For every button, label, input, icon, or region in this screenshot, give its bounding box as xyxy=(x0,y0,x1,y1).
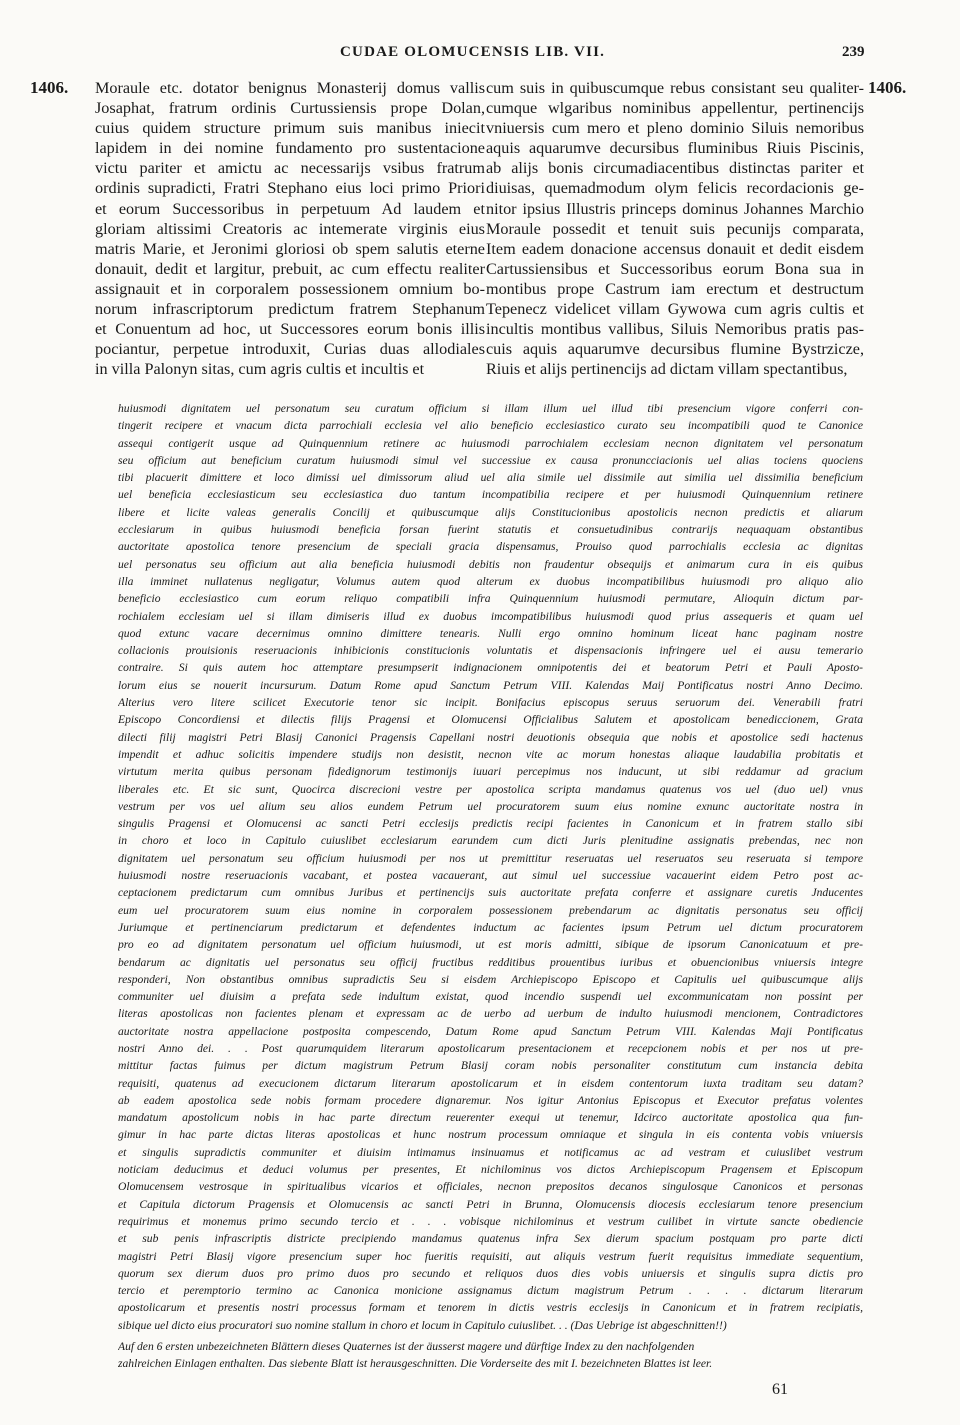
notes-line: Juriumque et pertinenciarum predictarum et defendentes inductum ac facientes ipsum Petrum uel dictum procuratorem xyxy=(118,920,863,934)
notes-line: Alterius vero litere scilicet Executorie tenor sic incipit. Bonifacius episcopus seruus seruorum dei. Venerabili fratri xyxy=(118,696,863,710)
signature-mark: 61 xyxy=(772,1381,788,1398)
right-column-line: Moraule possedit et tenuit suis pecunijs comparata, xyxy=(486,219,864,238)
notes-line: virtutum merita quibus personam fidedignorum testimonijs iuuari percepimus nos inducunt, ut sibi reddamur ad gracium xyxy=(118,765,863,779)
left-column-line: in villa Palonyn sitas, cum agris cultis et incultis et xyxy=(95,360,425,379)
footnote-line: Auf den 6 ersten unbezeichneten Blättern dieses Quaternes ist der äusserst magere und dürftige Index zu den nachfolgenden xyxy=(118,1340,695,1353)
notes-line: gimur in hac parte dictas literas apostolicas et hunc nostrum processum omniaque et singula in eis contenta vobis vniuersis xyxy=(118,1128,863,1142)
left-column-line: matris Marie, et Jeronimi gloriosi ob spem salutis eterne xyxy=(95,239,485,258)
left-column xyxy=(95,78,485,379)
left-column-line: ordinis supradicti, Fratri Stephano eius loci primo Priori xyxy=(95,179,485,198)
right-column-line: Item eadem donacione accensus donauit et dedit eisdem xyxy=(486,239,864,258)
notes-line: ab eadem apostolica sede nobis formam procedere dignaremur. Nos igitur Antonius Episcopus et Executor prefatus volentes xyxy=(118,1093,863,1107)
notes-line: Olomucensem vestrosque in spiritualibus vicarios et officiales, necnon prepositos decanos singulosque Canonicos et personas xyxy=(118,1180,863,1194)
notes-line: dignitatem uel personatum seu officium huiusmodi per nos ut premittitur reseruatas uel reseruatos seu reseruata si tempore xyxy=(118,851,863,865)
notes-line: quod extunc vacare decernimus omnino dimittere tenearis. Nulli ergo omnino hominum liceat hanc paginam nostre xyxy=(118,626,863,640)
right-column-line: cum suis in quibuscumque rebus consistant seu qualiter- xyxy=(486,79,864,97)
notes-line: noticiam deducimus et deduci volumus per presentes, Et nichilominus vos dictos Archiepiscopum Pragensem et Episcopum xyxy=(118,1163,863,1177)
notes-line: auctoritate apostolica tenore presencium de speciali gracia dispensamus, Prouiso quod parrochialis ecclesia ac dignitas xyxy=(118,540,863,554)
right-column-line: aquis aquarumve decursibus fluminibus Riuis Piscinis, xyxy=(486,139,864,158)
left-column-line: victu pariter et amictu ac necessarijs vsibus fratrum xyxy=(95,159,485,178)
left-column-line: gloriam altissimi Creatoris ac intemerate virginis eius xyxy=(95,219,485,238)
footnote-line: zahlreichen Einlagen enthalten. Das siebente Blatt ist herausgeschnitten. Die Vorderseite des mit I. bezeichneten Blattes ist leer. xyxy=(118,1357,713,1371)
notes-line: seu officium aut beneficium curatum huiusmodi simul vel successiue ex causa pronuncciacionis uel alias tociens quociens xyxy=(118,453,863,467)
notes-line: vestrum per vos uel alium seu alios eundem Petrum uel procuratorem suum eius nomine exnunc auctoritate nostra in xyxy=(118,799,863,813)
notes-line: uel personatus seu officium aut alia beneficia huiusmodi debitis non fraudentur obsequijs et animarum cura in eis quibus xyxy=(118,557,863,571)
page-header xyxy=(0,44,960,64)
notes-line: rochialem ecclesiam uel si illam dimiseris illud ex duobus imcompatibilibus huiusmodi quod prius assequeris et quam uel xyxy=(118,609,863,623)
right-column-line: cuis aquis aquarumve decursibus flumine Bystrzicze, xyxy=(486,340,864,359)
notes-line: dilecti filij magistri Petri Blasij Canonici Pragensis Capellani nostri deuotionis obsequia que nobis et apostolice sedi hactenus xyxy=(118,730,863,744)
right-column xyxy=(486,78,864,379)
right-column-line: ab alijs bonis circumadiacentibus distinctas pariter et xyxy=(486,159,864,178)
left-column-line: cuius quidem structure primum suis manibus iniecit xyxy=(95,119,485,138)
notes-line: requirimus et monemus primo secundo tercio et . . . vobisque nichilominus et vestrum cuilibet in virtute sancte obediencie xyxy=(118,1214,863,1228)
notes-line: requisiti, quatenus ad execucionem dictarum literarum apostolicarum et in eisdem contentorum iuxta traditam seu datam? xyxy=(118,1076,863,1090)
notes-line: contraire. Si quis autem hoc attemptare presumpserit indignacionem omnipotentis dei et beatorum Petri et Pauli Aposto- xyxy=(118,661,863,675)
notes-line: huiusmodi nostre reseruacionis vacabant, et postea vacauerant, aut simul uel successiue vacauerint eidem Petro post ac- xyxy=(118,869,863,883)
year-marginal-right: 1406. xyxy=(868,78,907,97)
notes-line: collacionis prouisionis reseruacionis inhibicionis constitucionis voluntatis et dispensacionis infringere uel ei ausu temerario xyxy=(118,644,863,658)
notes-line: ecclesiarum in quibus huiusmodi beneficia forsan fuerint statutis et consuetudinibus contrarijs nequaquam obstantibus xyxy=(118,523,863,537)
right-column-line: vniuersis cum mero et pleno dominio Siluis nemoribus xyxy=(486,119,864,138)
left-column-line: norum infrascriptorum predictum fratrem Stephanum xyxy=(95,300,485,319)
notes-line: magistri Petri Blasij vigore presencium super hoc fueritis requisiti, aut aliquis vestrum fuerit requisitus immediate sequentium, xyxy=(118,1249,863,1263)
left-column-line: et eorum Successoribus in perpetuum Ad laudem et xyxy=(95,199,485,218)
notes-line: Episcopo Concordiensi et dilectis filijs Pragensi et Olomucensi Officialibus Salutem et apostolicam benediccionem, Grata xyxy=(118,713,863,727)
notes-line: auctoritate nostra appellacione postposita compescendo, Datum Rome apud Sanctum Petrum VIII. Kalendas Maji Pontificatus xyxy=(118,1024,863,1038)
right-column-line: cumque wlgaribus nominibus appellentur, pertinencijs xyxy=(486,99,864,118)
notes-line: liberales etc. Et sic sunt, Quocirca discrecioni vestre per apostolica scripta mandamus quatenus vos uel (duo uel) vnus xyxy=(118,782,863,796)
notes-block xyxy=(118,400,863,1334)
notes-line: bendarum ac dignitatis uel personatus seu officij fructibus redditibus prouentibus iuribus et obuencionibus vniuersis integre xyxy=(118,955,863,969)
notes-line: mandatum apostolicum nobis in hac parte directum reuerenter exequi ut tenemur, Idcirco auctoritate apostolica qua fun- xyxy=(118,1111,863,1125)
left-column-line: lapidem in dei nomine fundamento pro sustentacione xyxy=(95,139,485,158)
notes-line: et Capitula dictorum Pragensis et Olomucensis ac sancti Petri in Brunna, Olomucensis diocesis ecclesiarum tenore presencium xyxy=(118,1197,863,1211)
footnote xyxy=(118,1338,863,1373)
notes-line: literas apostolicas non facientes plenam et expressam ac de uerbo ad uerbum de indulto huiusmodi mencionem, Contradictores xyxy=(118,1007,863,1021)
left-column-line: donauit, dedit et largitur, prebuit, ac cum effectu realiter xyxy=(95,259,485,278)
left-column-line: assignauit et in corporalem possessionem omnium bo- xyxy=(95,279,485,298)
left-column-line: Josaphat, fratrum ordinis Curtussiensis prope Dolan, xyxy=(95,99,485,118)
year-marginal-left: 1406. xyxy=(30,78,69,97)
right-column-line: incultis montibus vallibus, Siluis Nemoribus pratis pas- xyxy=(486,320,864,339)
notes-line: in choro et loco in Capitulo cuiuslibet ecclesiarum earundem cum dicti Juris plenitudine assignatis prebendas, nec non xyxy=(118,834,863,848)
notes-line: uel beneficia ecclesiasticum seu ecclesiastica duo tantum incompatibilia recipere et per huiusmodi Quinquennium retinere xyxy=(118,488,863,502)
notes-line: illa imminet nullatenus negligatur, Volumus autem quod alterum ex duobus incompatibilibus huiusmodi pro aliquo alio xyxy=(118,574,863,588)
left-column-line: Moraule etc. dotator benignus Monasterij domus vallis xyxy=(95,79,485,97)
notes-line: singulis Pragensi et Olomucensi ac sancti Petri ecclesijs predictis recipi facientes in Canonicum et in fratrem stallo sibi xyxy=(118,817,863,831)
notes-line: communiter uel diuisim a prefata sede indultum existat, quod incendio suspendi uel excommunicatam non possint per xyxy=(118,990,863,1004)
notes-line: tingerit recipere et vnacum dicta parrochiali ecclesia vel alio beneficio ecclesiastico curato seu incompatibili quod te Canonice xyxy=(118,419,863,433)
notes-line: nostri Anno dei. . . Post quarumquidem literarum apostolicarum presentacionem et recepcionem nobis et per nos ut pre- xyxy=(118,1041,863,1055)
page-number: 239 xyxy=(842,44,865,60)
notes-line: apostolicarum et presentis nostri processus formam et tenorem in dictis vestris ecclesijs in Canonicum et in fratrem recipiatis, xyxy=(118,1301,863,1315)
notes-line: mittitur factas fuimus per dictum magistrum Petrum Blasij coram nobis personaliter constitutum cum instancia debita xyxy=(118,1059,863,1073)
right-column-line: montibus prope Castrum iam erectum et destructum xyxy=(486,279,864,298)
right-column-line: nitor ipsius Illustris princeps dominus Johannes Marchio xyxy=(486,199,864,218)
notes-line: ceptacionem predictarum cum omnibus Juribus et pertinencijs suis auctoritate prefata conferre et assignare curetis Jnducentes xyxy=(118,886,863,900)
notes-line: tercio et peremptorio termino ac Canonica monicione assignamus dictum magistrum Petrum . . . . dictarum literarum xyxy=(118,1284,863,1298)
notes-line: pro eo ad dignitatem personatum uel officium huiusmodi, ut est moris admitti, sibique de ipsorum Canonicatuum et pre- xyxy=(118,938,863,952)
notes-line: et singulis supradictis communiter et diuisim intimamus insinuamus et notificamus ac ad vestram et cuiuslibet vestrum xyxy=(118,1145,863,1159)
notes-line: impendit et adhuc solicitis impendere studijs non desistit, necnon vite ac morum honestas aliaque laudabilia probitatis et xyxy=(118,747,863,761)
right-column-line: Cartussiensibus et Successoribus eorum Bona sua in xyxy=(486,259,864,278)
notes-line: tibi placuerit dimittere et loco dimissi uel dimissorum aliud uel alia simile uel dissimile aut similia uel dissimilia beneficium xyxy=(118,471,863,485)
right-column-line: diuisas, quemadmodum olym felicis recordacionis ge- xyxy=(486,179,864,198)
notes-line: assequi contigerit usque ad Quinquennium retinere ac huiusmodi parrochialem ecclesiam necnon dignitatem vel personatum xyxy=(118,436,863,450)
left-column-line: pociantur, perpetue introduxit, Curias duas allodiales xyxy=(95,340,485,359)
notes-line: libere et licite valeas generalis Concilij et quibuscumque alijs Constitucionibus apostolicis necnon predictis et aliarum xyxy=(118,505,863,519)
notes-line: lorum eius se nouerit incursurum. Datum Rome apud Sanctum Petrum VIII. Kalendas Maij Pontificatus nostri Anno Decimo. xyxy=(118,678,863,692)
notes-line: et sub penis infrascriptis districte precipiendo mandamus quatenus infra Sex dierum spacium postquam pro parte dicti xyxy=(118,1232,863,1246)
notes-line: quorum sex dierum duos pro primo duos pro secundo et reliquos duos dies vobis uniuersis et singulis supra dictis pro xyxy=(118,1266,863,1280)
notes-line: eum uel procuratorem suum eius nomine in corporalem possessionem prebendarum ac dignitatis personatus seu officij xyxy=(118,903,863,917)
right-column-line: Riuis et alijs pertinencijs ad dictam villam spectantibus, xyxy=(486,360,848,379)
notes-line: huiusmodi dignitatem uel personatum seu curatum officium si illam illum uel illud tibi presencium vigore conferri con- xyxy=(118,402,863,415)
right-column-line: Tepenecz videlicet villam Gywowa cum agris cultis et xyxy=(486,300,864,319)
notes-line: beneficio ecclesiastico cum eorum reliquo compatibili infra Quinquennium huiusmodi permutare, Alioquin dictum par- xyxy=(118,592,863,606)
left-column-line: et Conuentum ad hoc, ut Successores eorum bonis illis xyxy=(95,320,485,339)
notes-line: sibique uel dicto eius procuratori suo nomine stallum in choro et locum in Capitulo cuiuslibet. . . (Das Uebrige ist abgeschnitten!!) xyxy=(118,1318,727,1332)
notes-line: responderi, Non obstantibus omnibus supradictis Seu si eisdem Archiepiscopo Episcopo et Capitulis uel quibuscumque alijs xyxy=(118,972,863,986)
running-title: CUDAE OLOMUCENSIS LIB. VII. xyxy=(340,44,606,60)
